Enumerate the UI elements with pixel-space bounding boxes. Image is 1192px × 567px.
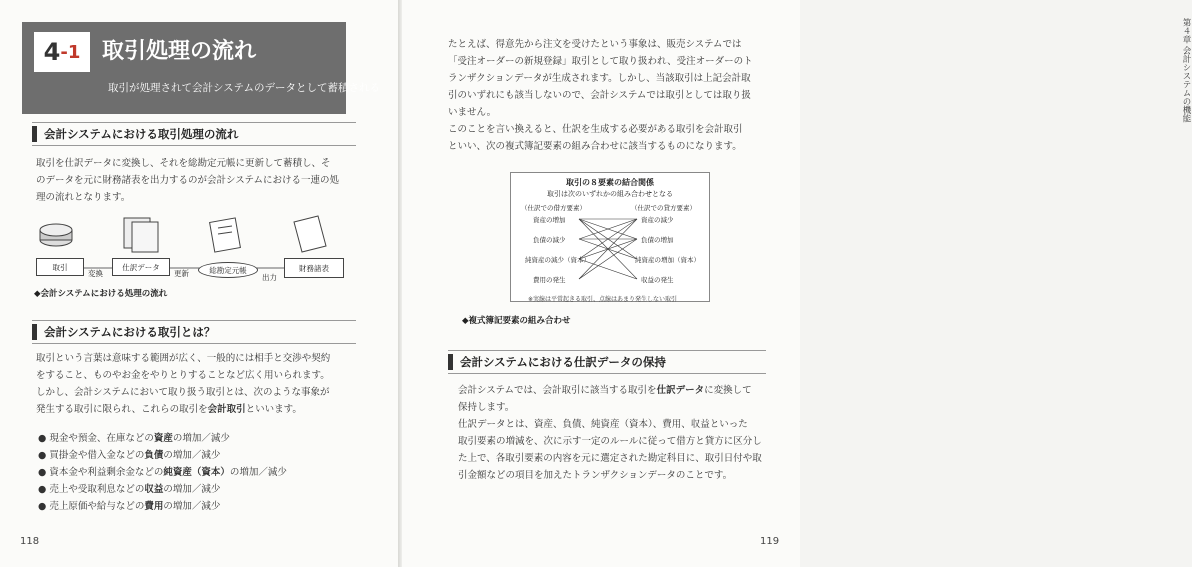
figure-caption: ◆複式簿記要素の組み合わせ [462,316,571,326]
credit-item: 純資産の増加（資本） [635,256,700,264]
flow-box-transaction: 取引 [36,258,84,276]
section-dash: -1 [60,41,81,63]
figure-caption: ◆会計システムにおける処理の流れ [34,289,168,299]
debit-item: 純資産の減少（資本） [525,256,590,264]
relation-lines [579,217,639,283]
text-line: 仕訳データとは、資産、負債、純資産（資本）、費用、収益といった [458,419,748,430]
section-header [22,22,380,114]
text-line: しかし、会計システムにおいて取り扱う取引とは、次のような事象が [36,387,330,398]
section-heading-text: 会計システムにおける取引とは？ [44,325,216,339]
coins-icon [40,224,72,246]
flow-box-ledger: 総勘定元帳 [198,262,258,278]
diagram-title: 取引の８要素の結合関係 [566,178,654,187]
key-term: 仕訳データ [656,385,705,396]
eight-elements-diagram [510,172,710,302]
list-item: ● 資本金や利益剰余金などの純資産（資本）の増加／減少 [38,467,287,478]
text-line: 「受注オーダーの新規登録」取引として取り扱われ、受注オーダーのト [448,56,753,67]
section-heading-2 [32,320,356,344]
debit-heading: （仕訳での借方要素） [521,204,586,212]
right-intro-body [448,36,753,155]
section-number-badge [34,32,90,72]
text-line: 引金額などの項目を加えたトランザクションデータのことです。 [458,470,733,481]
page-number: 119 [760,536,780,547]
text-line: た上で、各取引要素の内容を元に選定された勘定科目に、取引日付や取 [458,453,762,464]
text-line: 取引という言葉は意味する範囲が広く、一般的には相手と交渉や契約 [36,353,331,364]
section-heading-text: 会計システムにおける仕訳データの保持 [460,355,666,369]
section-heading-text: 会計システムにおける取引処理の流れ [44,127,239,141]
flow-arrow-label: 出力 [262,273,277,282]
diagram-subtitle: 取引は次のいずれかの組み合わせとなる [547,190,673,198]
text-line: 取引を仕訳データに変換し、それを総勘定元帳に更新して蓄積し、そ [36,158,331,169]
chapter-sidebar-label: 第４章 会計システムの機能 [1181,18,1191,123]
diagram-note: ※実線は平常起きる取引、点線はあまり発生しない取引 [528,296,678,303]
text-line: 保持します。 [458,402,515,413]
text-line: 理の流れとなります。 [36,192,131,203]
credit-item: 負債の増加 [641,236,674,244]
text-line: いません。 [448,107,497,118]
page-number: 118 [20,536,40,547]
page-title: 取引処理の流れ [102,39,257,64]
list-item: ● 買掛金や借入金などの負債の増加／減少 [38,450,221,461]
debit-item: 負債の減少 [533,236,566,244]
list-item: ● 現金や預金、在庫などの資産の増加／減少 [38,433,230,444]
list-item: ● 売上原価や給与などの費用の増加／減少 [38,501,221,512]
text-line: このことを言い換えると、仕訳を生成する必要がある取引を会計取引 [448,124,743,135]
report-icon [294,216,326,252]
heading-bar [448,354,453,370]
text-line: 発生する取引に限られ、これらの取引を会計取引といいます。 [36,404,302,415]
section3-body [458,382,762,484]
ledger-icon [210,218,241,252]
flow-box-statements: 財務諸表 [284,258,344,278]
left-page [0,0,398,567]
list-item: ● 売上や受取利息などの収益の増加／減少 [38,484,221,495]
text-line: たとえば、得意先から注文を受けたという事象は、販売システムでは [448,39,742,50]
credit-item: 収益の発生 [641,276,674,284]
flow-arrow-label: 更新 [174,269,189,278]
bullet-list [38,430,287,515]
section-heading-1 [32,122,356,146]
credit-item: 資産の減少 [641,216,674,224]
text-line: 引のいずれにも該当しないので、会計システムでは取引としては取り扱 [448,90,751,101]
flow-arrow-label: 変換 [88,269,103,278]
flow-box-journal: 仕訳データ [112,258,170,276]
heading-bar [32,126,37,142]
text-line: 取引要素の増減を、次に示す一定のルールに従って借方と貸方に区分し [458,436,762,447]
debit-item: 費用の発生 [533,276,566,284]
heading-bar [32,324,37,340]
credit-heading: （仕訳での貸方要素） [631,204,696,212]
text-line: をすること、ものやお金をやりとりすることなど広く用いられます。 [36,370,330,381]
text-line: のデータを元に財務諸表を出力するのが会計システムにおける一連の処 [36,175,340,186]
text-line: 会計システムでは、会計取引に該当する取引を仕訳データに変換して [458,385,752,396]
text-line: ランザクションデータが生成されます。しかし、当該取引は上記会計取 [448,73,751,84]
section-heading-3 [448,350,766,374]
section2-body [36,350,330,418]
documents-icon [124,218,158,252]
debit-item: 資産の増加 [533,216,566,224]
text-line: といい、次の複式簿記要素の組み合わせに該当するものになります。 [448,141,742,152]
key-term: 会計取引 [207,404,246,415]
section1-body [36,155,339,206]
section-number: 4 [43,38,61,66]
page-subtitle: 取引が処理されて会計システムのデータとして蓄積される [108,82,380,94]
